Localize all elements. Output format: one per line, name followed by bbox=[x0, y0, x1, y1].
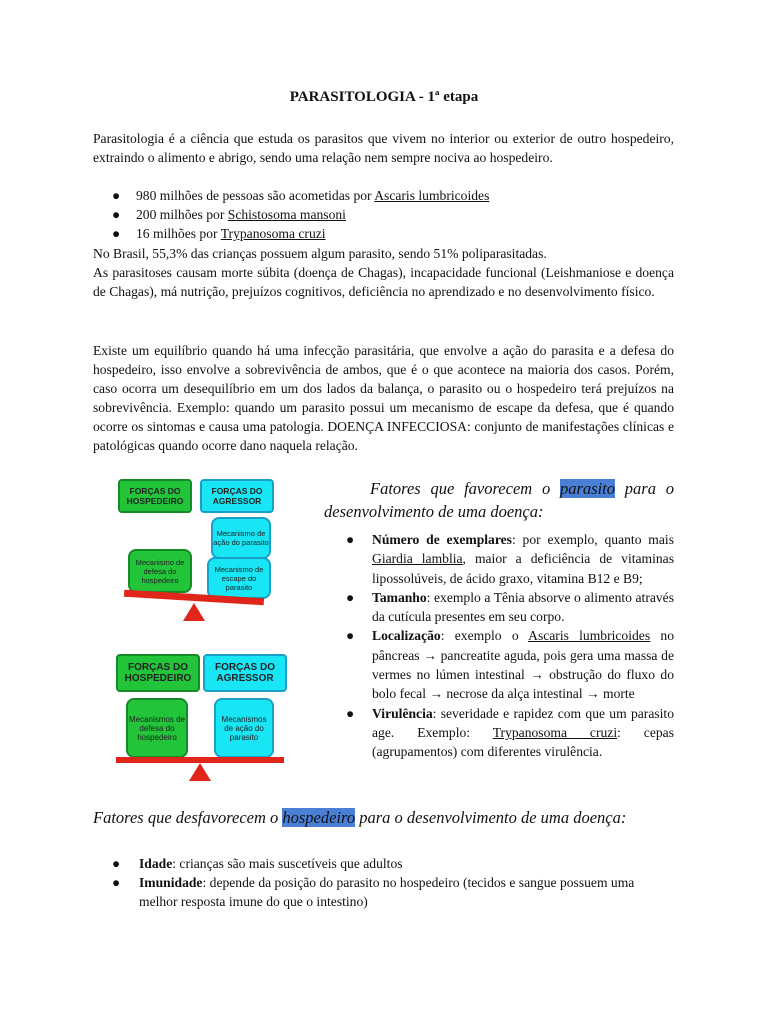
intro-paragraph: Parasitologia é a ciência que estuda os parasitos que vivem no interior ou exterior de outro hospedeiro, extraindo o alimento e abrigo, sendo uma relação nem sempre nociva ao hospedeiro. bbox=[93, 131, 674, 165]
parasite-action-mechanism: Mecanismo de ação do parasito bbox=[211, 517, 271, 559]
stat-item-1: ● 980 milhões de pessoas são acometidas por Ascaris lumbricoides bbox=[112, 188, 490, 203]
brazil-paragraph: No Brasil, 55,3% das crianças possuem algum parasito, sendo 51% poliparasitadas. bbox=[93, 246, 547, 261]
host-forces-label: FORÇAS DO HOSPEDEIRO bbox=[116, 654, 200, 692]
list-item: ● Número de exemplares: por exemplo, quanto mais Giardia lamblia, maior a deficiência de vitaminas lipossolúveis, de ácido graxo, vitamina B12 e B9; bbox=[346, 532, 675, 586]
aggressor-forces-label: FORÇAS DO AGRESSOR bbox=[200, 479, 274, 513]
equilibrium-paragraph: Existe um equilíbrio quando há uma infecção parasitária, que envolve a ação do parasita e a defesa do hospedeiro, isso envolve a sobrevivência de ambos, que é o que acontece na maioria dos casos. Porém, caso ocorra um desequilíbrio em um dos lados da balança, o parasito ou o hospedeiro terá prejuízos na sobrevivência. Exemplo: quando um parasito possui um mecanismo de escape da defesa, que é quando ocorre os sintomas e causa uma patologia. DOENÇA INFECCIOSA: conjunto de manifestações clínicas e patológicas quando ocorre dano naquela relação. bbox=[93, 343, 674, 453]
parasite-action-mechanisms: Mecanismos de ação do parasito bbox=[214, 698, 274, 758]
aggressor-forces-label: FORÇAS DO AGRESSOR bbox=[203, 654, 287, 692]
host-forces-label: FORÇAS DO HOSPEDEIRO bbox=[118, 479, 192, 513]
list-item: ● Idade: crianças são mais suscetíveis que adultos bbox=[112, 856, 403, 871]
favor-parasite-heading: Fatores que favorecem o parasito para o desenvolvimento de uma doença: bbox=[324, 479, 674, 521]
favor-parasite-list bbox=[346, 530, 674, 762]
parasite-escape-mechanism: Mecanismo de escape do parasito bbox=[207, 557, 271, 599]
host-defense-mechanism: Mecanismo de defesa do hospedeiro bbox=[128, 549, 192, 593]
stat-item-3: ● 16 milhões por Trypanosoma cruzi bbox=[112, 226, 326, 241]
list-item: ● Localização: exemplo o Ascaris lumbricoides no pâncreas → pancreatite aguda, pois gera uma massa de vermes no lúmen intestinal → obstrução do fluxo do bolo fecal → necrose da alça intestinal → morte bbox=[346, 628, 674, 702]
page-title: PARASITOLOGIA - 1ª etapa bbox=[289, 89, 479, 105]
list-item: ● Tamanho: exemplo a Tênia absorve o alimento através da cutícula presentes em seu corpo. bbox=[346, 589, 674, 625]
balance-fulcrum bbox=[183, 603, 205, 621]
disfavor-host-heading: Fatores que desfavorecem o hospedeiro para o desenvolvimento de uma doença: bbox=[93, 808, 627, 827]
list-item: ● Imunidade: depende da posição do parasito no hospedeiro (tecidos e sangue possuem uma melhor resposta imune do que o intestino) bbox=[112, 875, 635, 909]
stat-item-2: ● 200 milhões por Schistosoma mansoni bbox=[112, 207, 346, 222]
list-item: ● Virulência: severidade e rapidez com que um parasito age. Exemplo: Trypanosoma cruzi: cepas (agrupamentos) com diferentes virulência. bbox=[346, 705, 674, 760]
balance-fulcrum bbox=[189, 763, 211, 781]
parasitoses-paragraph: As parasitoses causam morte súbita (doença de Chagas), incapacidade funcional (Leishmaniose e doença de Chagas), má nutrição, prejuízos cognitivos, deficiência no aprendizado e no desenvolvimento físico. bbox=[93, 265, 674, 299]
disfavor-host-list bbox=[112, 854, 674, 911]
host-defense-mechanisms: Mecanismos de defesa do hospedeiro bbox=[126, 698, 188, 758]
